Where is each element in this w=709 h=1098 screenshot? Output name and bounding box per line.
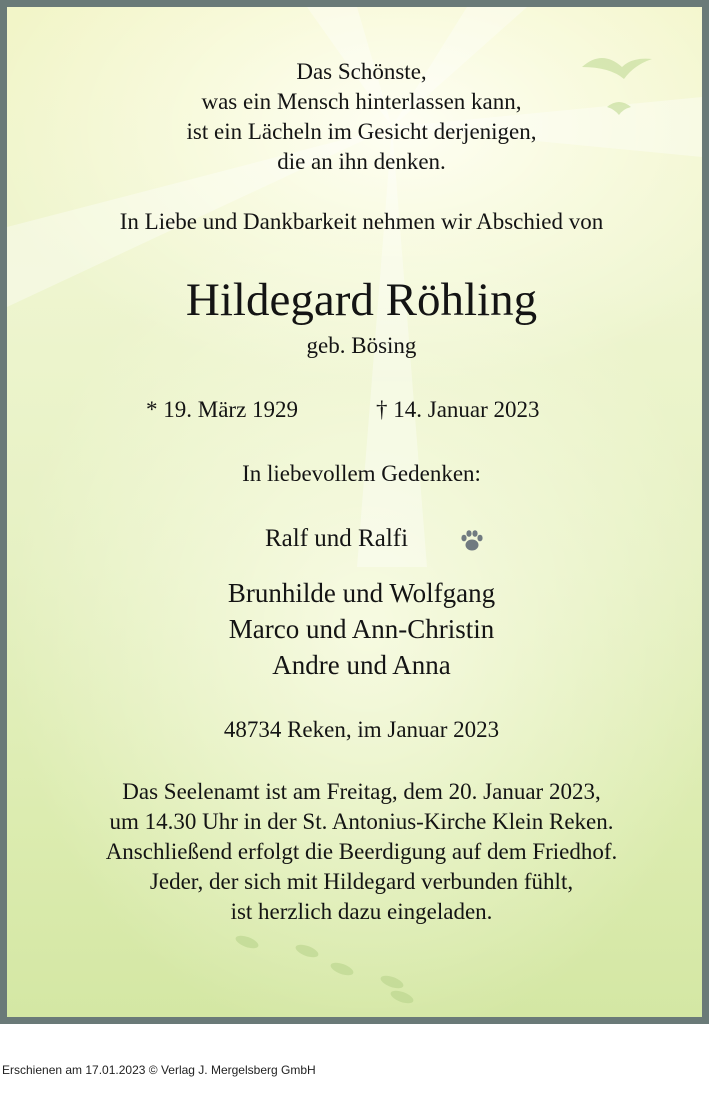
poem (7, 57, 709, 177)
paw-icon (459, 528, 485, 554)
service-info (7, 777, 709, 927)
mourner-line: Andre und Anna (272, 650, 451, 680)
service-line: um 14.30 Uhr in der St. Antonius-Kirche Klein Reken. (109, 809, 614, 834)
poem-line: ist ein Lächeln im Gesicht derjenigen, (186, 119, 537, 144)
maiden-name: geb. Bösing (306, 333, 417, 358)
memory-line: In liebevollem Gedenken: (242, 461, 481, 486)
publication-footer: Erschienen am 17.01.2023 © Verlag J. Mergelsberg GmbH (2, 1063, 316, 1077)
place-date: 48734 Reken, im Januar 2023 (223, 717, 500, 742)
poem-line: Das Schönste, (296, 59, 427, 84)
service-line: Das Seelenamt ist am Freitag, dem 20. Januar 2023, (122, 779, 601, 804)
mourner-family (7, 575, 709, 683)
birth-date: * 19. März 1929 (146, 397, 299, 422)
footprints-decoration (234, 933, 415, 1006)
mourner-first: Ralf und Ralfi (265, 525, 409, 552)
intro-line: In Liebe und Dankbarkeit nehmen wir Abschied von (119, 209, 604, 234)
mourner-line: Marco und Ann-Christin (228, 614, 495, 644)
poem-line: was ein Mensch hinterlassen kann, (201, 89, 522, 114)
death-date: † 14. Januar 2023 (376, 397, 540, 422)
service-line: Jeder, der sich mit Hildegard verbunden fühlt, (149, 869, 574, 894)
poem-line: die an ihn denken. (277, 149, 446, 174)
mourner-line: Brunhilde und Wolfgang (227, 578, 496, 608)
service-line: ist herzlich dazu eingeladen. (230, 899, 493, 924)
deceased-name: Hildegard Röhling (185, 274, 538, 326)
service-line: Anschließend erfolgt die Beerdigung auf dem Friedhof. (105, 839, 618, 864)
